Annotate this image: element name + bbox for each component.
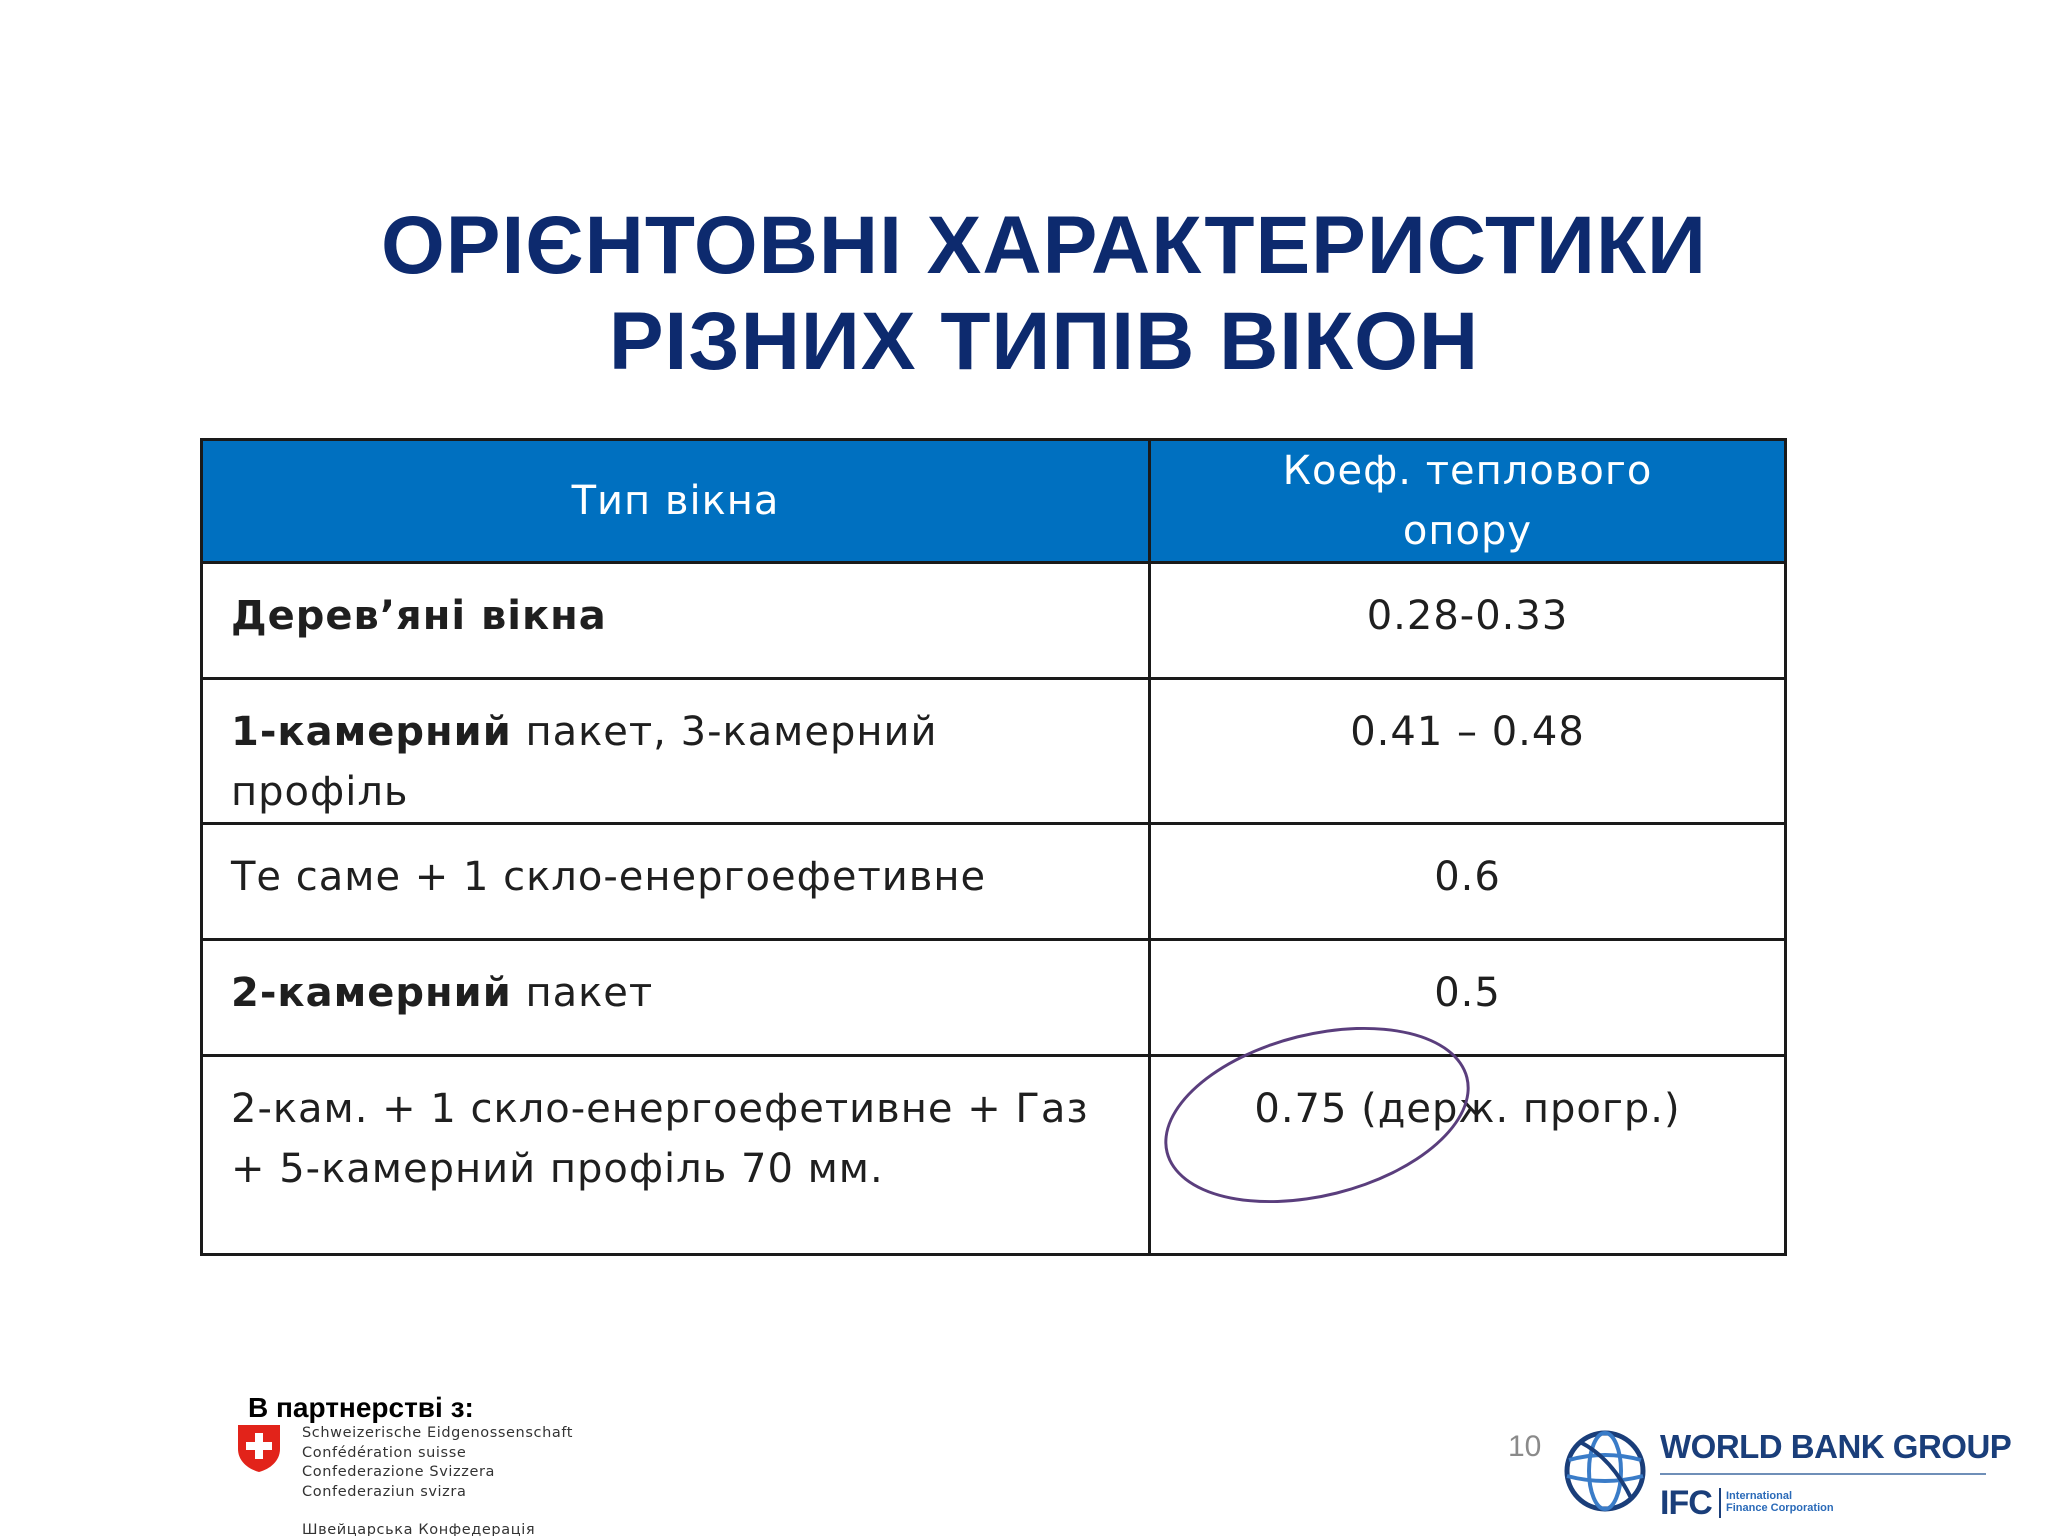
coefficient-cell: 0.6 (1150, 824, 1786, 940)
window-type-bold: Дерев’яні вікна (231, 593, 607, 639)
window-type-bold: 1-камерний (231, 709, 512, 755)
window-type-rest: пакет, 3-камерний профіль (231, 709, 938, 815)
swiss-name-de: Schweizerische Eidgenossenschaft (302, 1425, 574, 1441)
swiss-flag-icon (234, 1423, 284, 1473)
window-type-cell (202, 940, 1150, 1056)
page-number: 10 (1508, 1430, 1542, 1463)
window-types-table (200, 438, 1787, 1256)
window-type-cell (202, 679, 1150, 824)
ifc-subtitle-line-1: International (1726, 1490, 1793, 1502)
window-type-rest: Те саме + 1 скло-енергоефетивне (231, 854, 987, 900)
swiss-name-it: Confederazione Svizzera (302, 1464, 496, 1480)
table-row (202, 940, 1786, 1056)
table-row (202, 563, 1786, 679)
window-type-cell (202, 1056, 1150, 1255)
coefficient-cell-highlighted (1150, 1056, 1786, 1255)
header-thermal-line-1: Коеф. теплового (1282, 448, 1653, 494)
swiss-confederation-names (302, 1424, 573, 1502)
header-window-type: Тип вікна (202, 440, 1150, 563)
world-bank-globe-icon (1562, 1428, 1648, 1514)
slide-title (0, 198, 2048, 390)
header-thermal-line-2: опору (1402, 508, 1533, 554)
table-row (202, 1056, 1786, 1255)
swiss-name-rm: Confederaziun svizra (302, 1483, 467, 1500)
coefficient-cell: 0.28-0.33 (1150, 563, 1786, 679)
coefficient-cell: 0.5 (1150, 940, 1786, 1056)
window-type-rest: пакет (511, 970, 654, 1016)
table-row (202, 679, 1786, 824)
ifc-subtitle (1726, 1490, 1834, 1514)
table-row (202, 824, 1786, 940)
partner-label: В партнерстві з: (248, 1392, 474, 1423)
ifc-logo-text: IFC (1660, 1484, 1712, 1522)
window-type-cell (202, 563, 1150, 679)
swiss-name-ua: Швейцарська Конфедерація (302, 1522, 536, 1536)
ifc-subtitle-line-2: Finance Corporation (1726, 1502, 1834, 1514)
table-header-row (202, 440, 1786, 563)
world-bank-group-logo-text: WORLD BANK GROUP (1660, 1428, 2012, 1465)
header-thermal-resistance (1150, 440, 1786, 563)
window-type-cell (202, 824, 1150, 940)
window-type-bold: 2-камерний (231, 970, 512, 1016)
title-line-2: РІЗНИХ ТИПІВ ВІКОН (608, 296, 1480, 387)
logo-divider (1660, 1473, 1986, 1475)
window-type-rest: 2-кам. + 1 скло-енергоефетивне + Газ + 5-камерний профіль 70 мм. (231, 1086, 1089, 1192)
swiss-name-fr: Confédération suisse (302, 1444, 467, 1461)
ifc-divider (1719, 1488, 1721, 1518)
title-line-1: ОРІЄНТОВНІ ХАРАКТЕРИСТИКИ (381, 200, 1707, 291)
coefficient-cell: 0.41 – 0.48 (1150, 679, 1786, 824)
coefficient-value: 0.75 (держ. прогр.) (1254, 1086, 1681, 1132)
